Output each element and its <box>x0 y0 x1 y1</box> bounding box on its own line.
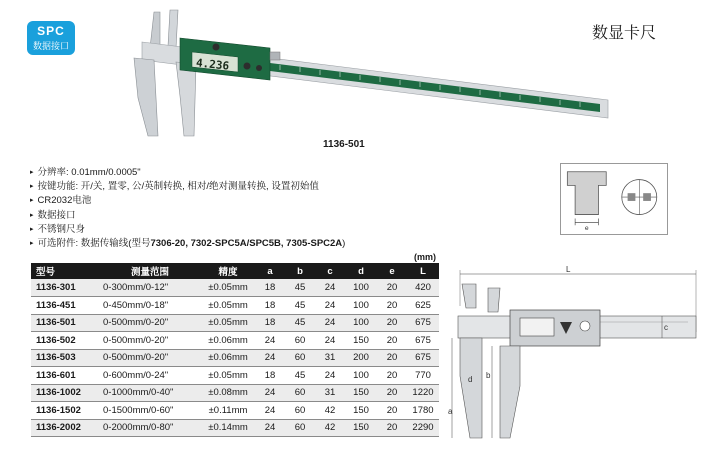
cell-b: 60 <box>285 402 315 420</box>
cell-accuracy: ±0.11mm <box>201 402 255 420</box>
dim-d-label: d <box>468 375 473 384</box>
cell-accuracy: ±0.05mm <box>201 279 255 297</box>
cell-e: 20 <box>377 384 407 402</box>
jaw-detail-figure <box>560 163 668 235</box>
header-L: L <box>407 263 439 279</box>
feature-optional-accessory <box>30 237 345 251</box>
cell-range: 0-500mm/0-20" <box>99 314 201 332</box>
cell-d: 150 <box>345 384 377 402</box>
cell-a: 24 <box>255 419 285 437</box>
features-list <box>30 166 345 251</box>
cell-L: 770 <box>407 367 439 385</box>
cell-a: 18 <box>255 297 285 315</box>
cell-L: 675 <box>407 349 439 367</box>
cell-c: 24 <box>315 332 345 350</box>
table-row <box>31 297 439 315</box>
cell-model: 1136-301 <box>31 279 99 297</box>
cell-model: 1136-451 <box>31 297 99 315</box>
cell-a: 24 <box>255 384 285 402</box>
cell-b: 45 <box>285 297 315 315</box>
cell-accuracy: ±0.14mm <box>201 419 255 437</box>
cell-b: 60 <box>285 349 315 367</box>
cell-d: 150 <box>345 332 377 350</box>
header-e: e <box>377 263 407 279</box>
table-row <box>31 367 439 385</box>
cell-L: 2290 <box>407 419 439 437</box>
cell-d: 200 <box>345 349 377 367</box>
cell-accuracy: ±0.05mm <box>201 314 255 332</box>
cell-e: 20 <box>377 402 407 420</box>
accessory-prefix: 可选附件: 数据传输线(型号 <box>37 238 151 250</box>
cell-b: 45 <box>285 279 315 297</box>
header-c: c <box>315 263 345 279</box>
lcd-reading: 4.236 <box>195 56 230 73</box>
table-row <box>31 384 439 402</box>
cell-range: 0-500mm/0-20" <box>99 332 201 350</box>
unit-label: (mm) <box>414 252 436 262</box>
table-row <box>31 332 439 350</box>
cell-L: 1780 <box>407 402 439 420</box>
feature-resolution: ▸ 分辨率: 0.01mm/0.0005" <box>30 166 345 180</box>
feature-buttons: ▸ 按键功能: 开/关, 置零, 公/英制转换, 相对/绝对测量转换, 设置初始值 <box>30 180 345 194</box>
cell-d: 100 <box>345 314 377 332</box>
dim-c-label: c <box>664 323 668 332</box>
cell-model: 1136-1002 <box>31 384 99 402</box>
dim-b-label: b <box>486 371 491 380</box>
cell-model: 1136-2002 <box>31 419 99 437</box>
cell-range: 0-1000mm/0-40" <box>99 384 201 402</box>
cell-c: 24 <box>315 314 345 332</box>
table-row <box>31 419 439 437</box>
cell-model: 1136-502 <box>31 332 99 350</box>
table-row <box>31 279 439 297</box>
cell-c: 31 <box>315 384 345 402</box>
feature-stainless-beam: ▸ 不锈钢尺身 <box>30 223 345 237</box>
cell-e: 20 <box>377 367 407 385</box>
cell-range: 0-600mm/0-24" <box>99 367 201 385</box>
header-d: d <box>345 263 377 279</box>
cell-model: 1136-601 <box>31 367 99 385</box>
cell-range: 0-2000mm/0-80" <box>99 419 201 437</box>
cell-c: 42 <box>315 402 345 420</box>
cell-b: 60 <box>285 332 315 350</box>
table-row <box>31 349 439 367</box>
cell-range: 0-450mm/0-18" <box>99 297 201 315</box>
table-row <box>31 402 439 420</box>
dimension-drawing <box>448 266 700 456</box>
cell-b: 45 <box>285 314 315 332</box>
cell-b: 60 <box>285 419 315 437</box>
cell-c: 24 <box>315 279 345 297</box>
cell-model: 1136-503 <box>31 349 99 367</box>
feature-battery: ▸ CR2032电池 <box>30 194 345 208</box>
cell-e: 20 <box>377 419 407 437</box>
cell-d: 100 <box>345 297 377 315</box>
cell-a: 24 <box>255 332 285 350</box>
cell-accuracy: ±0.06mm <box>201 349 255 367</box>
spc-badge-title: SPC <box>37 24 65 38</box>
cell-e: 20 <box>377 297 407 315</box>
cell-accuracy: ±0.06mm <box>201 332 255 350</box>
cell-a: 18 <box>255 367 285 385</box>
cell-e: 20 <box>377 314 407 332</box>
cell-range: 0-1500mm/0-60" <box>99 402 201 420</box>
page-title: 数显卡尺 <box>592 25 657 42</box>
detail-e-label: e <box>584 225 589 233</box>
feature-data-port: ▸ 数据接口 <box>30 209 345 223</box>
cell-e: 20 <box>377 349 407 367</box>
cell-a: 24 <box>255 349 285 367</box>
spc-badge <box>27 21 75 55</box>
cell-range: 0-500mm/0-20" <box>99 349 201 367</box>
cell-model: 1136-501 <box>31 314 99 332</box>
table-header-row <box>31 263 439 279</box>
caliper-product-image <box>120 8 620 143</box>
cell-L: 1220 <box>407 384 439 402</box>
cell-c: 24 <box>315 297 345 315</box>
cell-L: 420 <box>407 279 439 297</box>
table-row <box>31 314 439 332</box>
cell-accuracy: ±0.05mm <box>201 297 255 315</box>
cell-d: 100 <box>345 279 377 297</box>
cell-b: 45 <box>285 367 315 385</box>
cell-model: 1136-1502 <box>31 402 99 420</box>
accessory-models: 7306-20, 7302-SPC5A/SPC5B, 7305-SPC2A <box>150 238 343 250</box>
spec-table <box>31 263 439 437</box>
cell-a: 18 <box>255 314 285 332</box>
cell-b: 60 <box>285 384 315 402</box>
cell-e: 20 <box>377 279 407 297</box>
cell-range: 0-300mm/0-12" <box>99 279 201 297</box>
cell-c: 42 <box>315 419 345 437</box>
cell-e: 20 <box>377 332 407 350</box>
header-a: a <box>255 263 285 279</box>
cell-L: 675 <box>407 314 439 332</box>
cell-c: 24 <box>315 367 345 385</box>
cell-L: 625 <box>407 297 439 315</box>
cell-d: 100 <box>345 367 377 385</box>
spc-badge-subtitle: 数据接口 <box>32 41 69 51</box>
header-model: 型号 <box>31 263 99 279</box>
cell-accuracy: ±0.08mm <box>201 384 255 402</box>
header-b: b <box>285 263 315 279</box>
header-range: 测量范围 <box>99 263 201 279</box>
header-accuracy: 精度 <box>201 263 255 279</box>
accessory-suffix: ) <box>342 238 346 250</box>
cell-d: 150 <box>345 402 377 420</box>
cell-a: 24 <box>255 402 285 420</box>
cell-L: 675 <box>407 332 439 350</box>
cell-a: 18 <box>255 279 285 297</box>
product-model-caption: 1136-501 <box>323 139 365 150</box>
cell-accuracy: ±0.05mm <box>201 367 255 385</box>
dim-a-label: a <box>448 407 453 416</box>
cell-d: 150 <box>345 419 377 437</box>
cell-c: 31 <box>315 349 345 367</box>
dim-L-label: L <box>566 266 571 274</box>
